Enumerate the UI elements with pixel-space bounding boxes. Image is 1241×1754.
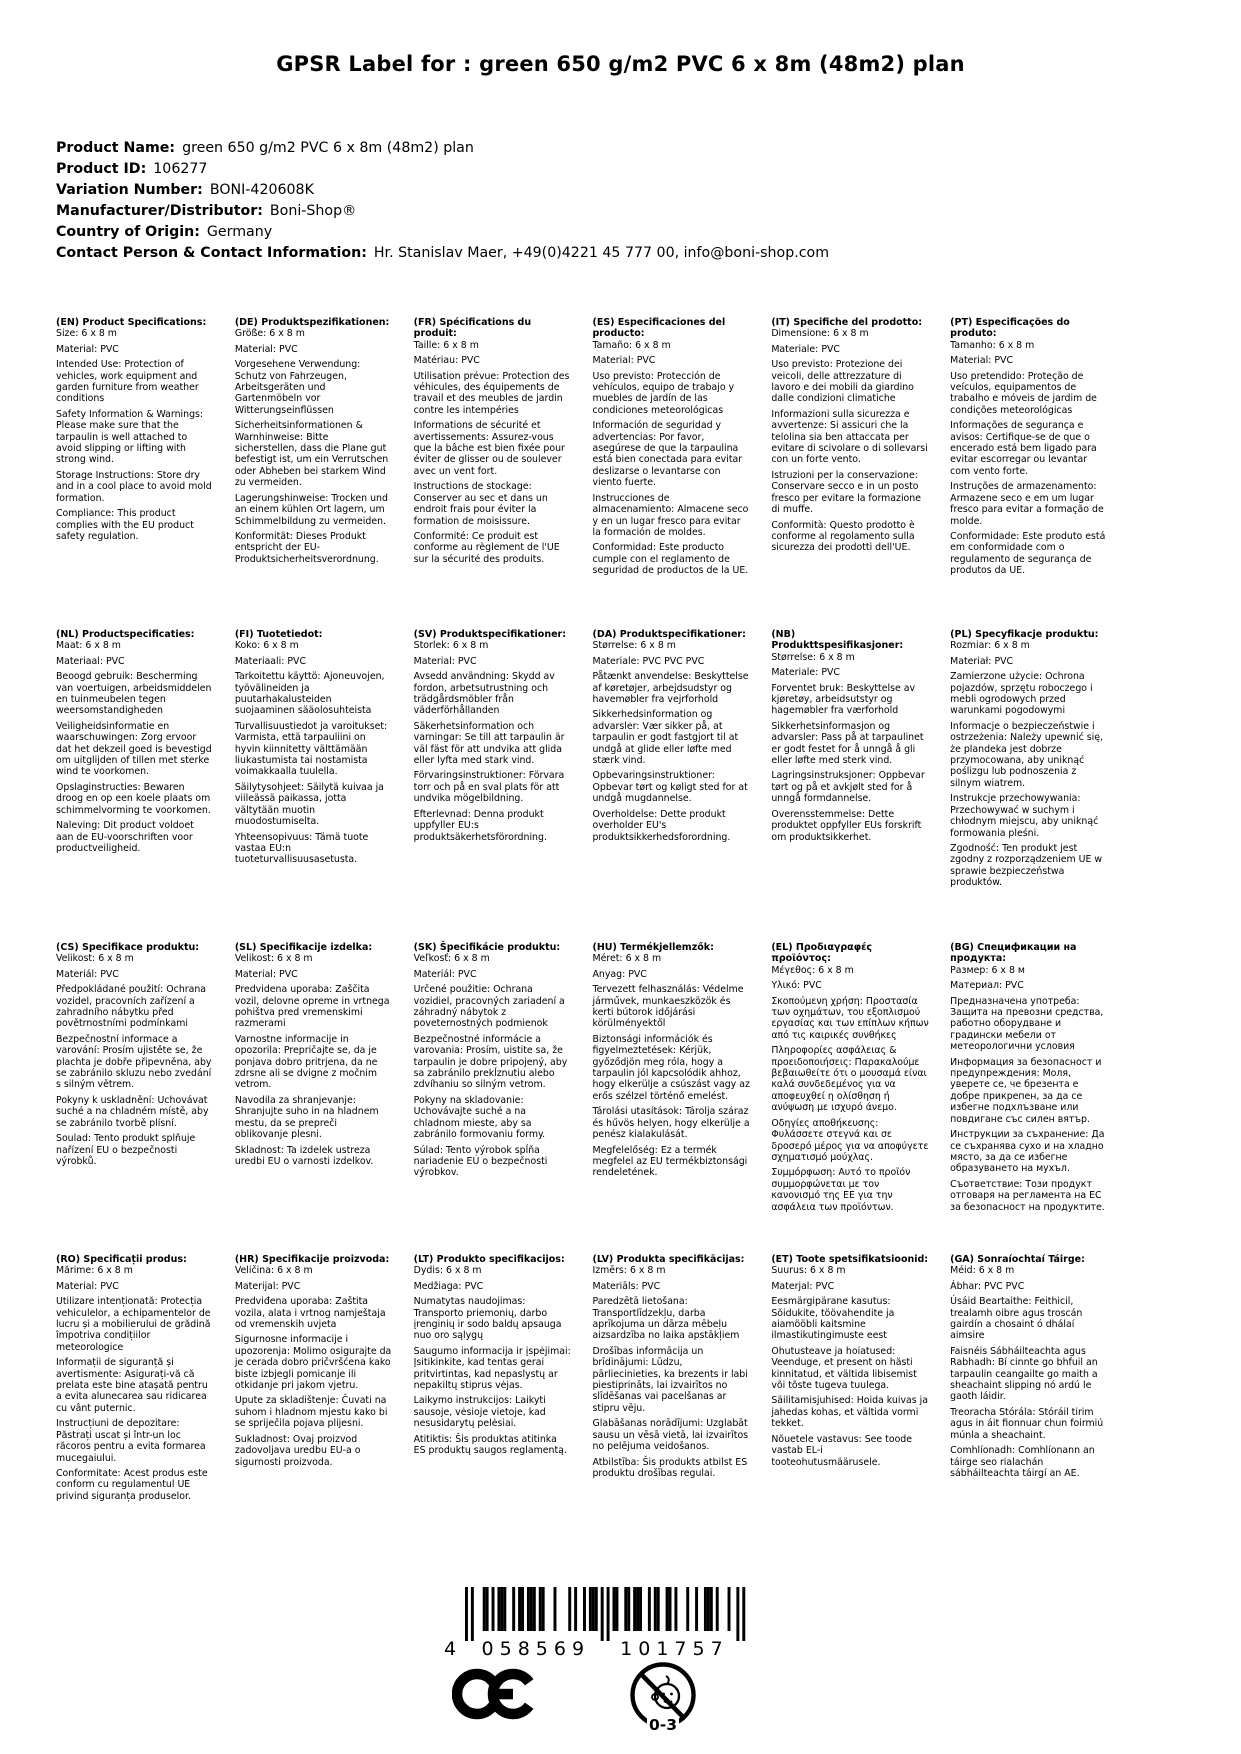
spec-block-body: [771, 965, 929, 1213]
spec-block-body: [414, 340, 572, 565]
spec-paragraph: Conformitate: Acest produs este conform cu regulamentul UE privind siguranța produselor.: [56, 1467, 208, 1502]
manufacturer-row: [56, 201, 829, 222]
spec-paragraph: Lagerungshinweise: Trocken und an einem kühlen Ort lagern, um Schimmelbildung zu vermeiden.: [234, 492, 388, 527]
spec-paragraph: Информация за безопасност и предупреждения: Моля, уверете се, че брезента е добре прикрепен, за да се избегне подхлъзване или повдигане със силен вятър.: [950, 1056, 1102, 1125]
spec-paragraph: Safety Information & Warnings: Please make sure that the tarpaulin is well attached to avoid slipping or lifting with strong wind.: [56, 408, 204, 466]
spec-paragraph: Istruzioni per la conservazione: Conservare secco e in un posto fresco per evitare la formazione di muffe.: [771, 469, 921, 516]
spec-block-body: [56, 640, 214, 854]
spec-paragraph: Съответствие: Този продукт отговаря на регламента на ЕС за безопасност на продуктите.: [950, 1178, 1105, 1213]
spec-paragraph: Størrelse: 6 x 8 m: [771, 651, 855, 663]
spec-paragraph: Rozmiar: 6 x 8 m: [950, 640, 1030, 652]
spec-block-body: [414, 640, 572, 843]
spec-paragraph: Informacje o bezpieczeństwie i ostrzeżenia: Należy upewnić się, że plandeka jest dobrze przymocowana, aby uniknąć poślizgu lub podnoszenia z silnym wiatrem.: [950, 720, 1103, 789]
spec-block-sk: [414, 942, 572, 1254]
spec-block-title: (GA) Sonraíochtaí Táirge:: [950, 1254, 1085, 1265]
spec-paragraph: Nõuetele vastavus: See toode vastab EL-i tooteohutusmäärusele.: [771, 1433, 913, 1468]
spec-paragraph: Materiāls: PVC: [592, 1280, 661, 1292]
spec-block-nb: [771, 629, 929, 942]
spec-block-sv: [414, 629, 572, 942]
spec-block-da: [592, 629, 750, 942]
language-specs-grid: [56, 317, 1108, 1502]
spec-block-body: [235, 640, 393, 865]
spec-paragraph: Eesmärgipärane kasutus: Sõidukite, töövahendite ja aiamööbli kaitsmine ilmastikutingimuste eest: [771, 1296, 895, 1342]
spec-block-title: (LT) Produkto specifikacijos:: [413, 1254, 565, 1265]
spec-paragraph: Méid: 6 x 8 m: [950, 1265, 1015, 1277]
spec-paragraph: Overholdelse: Dette produkt overholder EU's produktsikkerhedsforordning.: [592, 808, 731, 843]
spec-paragraph: Súlad: Tento výrobok spĺňa nariadenie EÚ o bezpečnosti výrobkov.: [413, 1144, 548, 1179]
spec-paragraph: Tervezett felhasználás: Védelme járművek, munkaeszközök és kerti bútorok időjárási körülményektől: [592, 984, 744, 1030]
spec-block-fr: [414, 317, 572, 629]
spec-paragraph: Upute za skladištenje: Čuvati na suhom i hladnom mjestu kako bi se spriječila pojava plijesni.: [234, 1395, 388, 1430]
spec-block-body: [414, 953, 572, 1178]
spec-paragraph: Forventet bruk: Beskyttelse av kjøretøy, arbeidsutstyr og hagemøbler fra værforhold: [771, 682, 916, 717]
spec-paragraph: Veľkosť: 6 x 8 m: [413, 953, 490, 965]
spec-block-title: (BG) Спецификации на продукта:: [950, 942, 1077, 965]
spec-block-body: [56, 953, 214, 1167]
spec-block-title: (ES) Especificaciones del producto:: [592, 317, 726, 340]
spec-block-es: [592, 317, 750, 629]
spec-paragraph: Conformidade: Este produto está em conformidade com o regulamento de segurança de produtos da UE.: [950, 530, 1106, 577]
spec-block-body: [950, 965, 1108, 1213]
spec-block-bg: [950, 942, 1108, 1254]
spec-block-ro: [56, 1254, 214, 1502]
spec-paragraph: Pokyny k uskladnění: Uchovávat suché a na chladném místě, aby se zabránilo tvorbě plísní.: [56, 1094, 209, 1129]
page-title: GPSR Label for : green 650 g/m2 PVC 6 x 8m (48m2) plan: [276, 52, 965, 76]
spec-paragraph: Material: PVC: [56, 1280, 119, 1292]
spec-paragraph: Atbilstība: Šis produkts atbilst ES produktu drošības regulai.: [592, 1456, 748, 1479]
spec-block-title: (SK) Špecifikácie produktu:: [413, 942, 561, 953]
spec-paragraph: Izmērs: 6 x 8 m: [592, 1265, 666, 1277]
svg-text:058569: 058569: [481, 1638, 591, 1660]
spec-paragraph: Veiligheidsinformatie en waarschuwingen: Zorg ervoor dat het dekzeil goed is bevestigd om uitglijden of tillen met sterke wind te voorkomen.: [56, 720, 212, 778]
spec-paragraph: Οδηγίες αποθήκευσης: Φυλάσσετε στεγνά και σε δροσερό μέρος για να αποφύγετε σχηματισμό μούχλας.: [771, 1117, 929, 1163]
spec-paragraph: Utilisation prévue: Protection des véhicules, des équipements de travail et des meubles de jardin contre les intempéries: [413, 370, 570, 416]
spec-paragraph: Инструкции за съхранение: Да се съхранява сухо и на хладно място, за да се избегне образуването на мухъл.: [950, 1129, 1105, 1175]
spec-paragraph: Información de seguridad y advertencias: Por favor, asegúrese de que la tarpaulina está bien conectada para evitar deslizarse o levantarse con viento fuerte.: [592, 420, 743, 489]
spec-block-de: [235, 317, 393, 629]
contact-value: Hr. Stanislav Maer, +49(0)4221 45 777 00, info@boni-shop.com: [373, 245, 830, 261]
spec-paragraph: Opslaginstructies: Bewaren droog en op een koele plaats om schimmelvorming te voorkomen.: [56, 781, 211, 816]
spec-paragraph: Tarkoitettu käyttö: Ajoneuvojen, työvälineiden ja puutarhakalusteiden suojaaminen sääolosuhteista: [234, 671, 385, 717]
spec-block-body: [235, 953, 393, 1167]
spec-block-title: (ET) Toote spetsifikatsioonid:: [771, 1254, 929, 1265]
spec-paragraph: Säkerhetsinformation och varningar: Se till att tarpaulin är väl fäst för att undvika att glida eller lyfta med stark vind.: [413, 720, 565, 767]
product-info-section: [56, 138, 829, 264]
spec-paragraph: Utilizare intenționată: Protecția vehiculelor, a echipamentelor de lucru și a mobilierului de grădină împotriva condițiilor meteorologice: [56, 1296, 211, 1353]
spec-paragraph: Saugumo informacija ir įspėjimai: Įsitikinkite, kad tentas gerai pritvirtintas, kad nepaslystų ar nepakiltų stiprus vėjas.: [413, 1345, 571, 1392]
spec-paragraph: Materiaali: PVC: [234, 655, 307, 667]
spec-paragraph: Πληροφορίες ασφάλειας & προειδοποιήσεις: Παρακαλούμε βεβαιωθείτε ότι ο μουσαμά είναι καλά συνδεδεμένος για να αποφευχθεί η ολίσθηση ή ανύψωση με ισχυρό άνεμο.: [771, 1045, 927, 1114]
spec-paragraph: Material: PVC: [234, 343, 298, 355]
spec-block-body: [592, 1265, 750, 1479]
spec-paragraph: Storlek: 6 x 8 m: [413, 640, 489, 652]
spec-paragraph: Intended Use: Protection of vehicles, work equipment and garden furniture from weather conditions: [56, 359, 199, 405]
spec-block-pt: [950, 317, 1108, 629]
spec-block-fi: [235, 629, 393, 942]
product-name-row: [56, 138, 829, 159]
spec-paragraph: Conformità: Questo prodotto è conforme al regolamento sulla sicurezza dei prodotti dell'UE.: [771, 519, 915, 554]
spec-paragraph: Velikost: 6 x 8 m: [56, 953, 134, 965]
spec-block-lt: [414, 1254, 572, 1502]
spec-block-body: [771, 328, 929, 553]
spec-paragraph: Size: 6 x 8 m: [56, 328, 117, 340]
spec-paragraph: Material: PVC: [592, 355, 656, 367]
spec-paragraph: Uso previsto: Protezione dei veicoli, delle attrezzature di lavoro e dei mobili da giardino dalle condizioni climatiche: [771, 359, 914, 405]
spec-block-hr: [235, 1254, 393, 1502]
spec-block-body: [414, 1265, 572, 1456]
spec-paragraph: Größe: 6 x 8 m: [234, 328, 305, 340]
spec-paragraph: Instructions de stockage: Conserver au sec et dans un endroit frais pour éviter la formation de moisissure.: [413, 481, 548, 527]
spec-paragraph: Medžiaga: PVC: [413, 1280, 484, 1292]
spec-paragraph: Materiale: PVC PVC PVC: [592, 655, 705, 667]
spec-paragraph: Bezpečnostní informace a varování: Prosím ujistěte se, že plachta je dobře připevněna, aby se zabránilo skluzu nebo zvedání s silným větrem.: [56, 1033, 212, 1091]
spec-paragraph: Informations de sécurité et avertissements: Assurez-vous que la bâche est bien fixée pour éviter de glisser ou de soulever avec un vent fort.: [413, 420, 565, 477]
spec-paragraph: Predviđena uporaba: Zaštita vozila, alata i vrtnog namještaja od vremenskih uvjeta: [234, 1296, 386, 1331]
spec-paragraph: Efterlevnad: Denna produkt uppfyller EU:s produktsäkerhetsförordning.: [413, 808, 547, 843]
spec-paragraph: Laikymo instrukcijos: Laikyti sausoje, vėsioje vietoje, kad nesusidarytų pelėsiai.: [413, 1395, 546, 1430]
spec-block-ga: [950, 1254, 1108, 1502]
spec-block-title: (HR) Specifikacije proizvoda:: [234, 1254, 390, 1265]
spec-block-en: [56, 317, 214, 629]
spec-paragraph: Beoogd gebruik: Bescherming van voertuigen, arbeidsmiddelen en tuinmeubelen tegen weersomstandigheden: [56, 671, 212, 717]
spec-paragraph: Material: PVC: [56, 343, 119, 355]
spec-paragraph: Megfelelőség: Ez a termék megfelel az EU termékbiztonsági rendeletének.: [592, 1144, 748, 1179]
spec-paragraph: Sukladnost: Ovaj proizvod zadovoljava uredbu EU-a o sigurnosti proizvoda.: [234, 1433, 361, 1468]
spec-paragraph: Säilitamisjuhised: Hoida kuivas ja jahedas kohas, et vältida vormi tekket.: [771, 1395, 928, 1430]
spec-paragraph: Soulad: Tento produkt splňuje nařízení EU o bezpečnosti výrobků.: [56, 1133, 196, 1167]
spec-paragraph: Bezpečnostné informácie a varovania: Prosím, uistite sa, že tarpaulin je dobre pripojený, aby sa zabránilo prekĺznutiu alebo zdvíhaniu so silným vetrom.: [413, 1033, 568, 1091]
spec-paragraph: Taille: 6 x 8 m: [413, 339, 479, 351]
age-warning-0-3-icon: [626, 1653, 700, 1751]
manufacturer-value: Boni-Shop®: [269, 203, 357, 219]
spec-paragraph: Instrucțiuni de depozitare: Păstrați uscat și într-un loc răcoros pentru a evita formarea mucegaiului.: [56, 1418, 206, 1464]
product-name-value: green 650 g/m2 PVC 6 x 8m (48m2) plan: [182, 140, 474, 156]
spec-paragraph: Opbevaringsinstruktioner: Opbevar tørt og køligt sted for at undgå mugdannelse.: [592, 770, 748, 805]
spec-block-body: [771, 652, 929, 843]
spec-block-title: (LV) Produkta specifikācijas:: [592, 1254, 745, 1265]
spec-paragraph: Skladnost: Ta izdelek ustreza uredbi EU o varnosti izdelkov.: [234, 1144, 374, 1167]
spec-paragraph: Material: PVC: [950, 355, 1013, 367]
spec-paragraph: Conformité: Ce produit est conforme au règlement de l'UE sur la sécurité des produits.: [413, 530, 560, 565]
spec-paragraph: Materiál: PVC: [413, 968, 477, 980]
spec-paragraph: Uso pretendido: Proteção de veículos, equipamentos de trabalho e móveis de jardim de condições meteorológicas: [950, 370, 1097, 416]
variation-number-row: [56, 180, 829, 201]
spec-paragraph: Dimensione: 6 x 8 m: [771, 328, 869, 340]
spec-block-body: [56, 328, 214, 542]
spec-paragraph: Tamanho: 6 x 8 m: [950, 339, 1035, 351]
product-name-label: Product Name:: [56, 140, 176, 156]
spec-paragraph: Conformidad: Este producto cumple con el reglamento de seguridad de productos de la UE.: [592, 542, 749, 577]
spec-paragraph: Glabāšanas norādījumi: Uzglabāt sausu un vēsā vietā, lai izvairītos no pelējuma veidošanos.: [592, 1418, 749, 1453]
spec-paragraph: Sikkerhedsinformation og advarsler: Vær sikker på, at tarpaulin er godt fastgjort til at undgå at glide eller løfte med stærk vind.: [592, 709, 739, 767]
country-of-origin-value: Germany: [206, 224, 273, 240]
spec-block-sl: [235, 942, 393, 1254]
spec-paragraph: Lagringsinstruksjoner: Oppbevar tørt og på et avkjølt sted for å unngå formdannelse.: [771, 770, 925, 805]
contact-label: Contact Person & Contact Information:: [56, 245, 367, 261]
spec-paragraph: Mărime: 6 x 8 m: [56, 1265, 133, 1277]
spec-block-title: (PL) Specyfikacje produktu:: [950, 629, 1099, 640]
spec-block-hu: [592, 942, 750, 1254]
spec-block-title: (DE) Produktspezifikationen:: [234, 317, 390, 328]
spec-block-title: (EN) Product Specifications:: [56, 317, 207, 328]
spec-paragraph: Instruções de armazenamento: Armazene seco e em um lugar fresco para evitar a formação de molde.: [950, 481, 1104, 527]
contact-row: [56, 243, 829, 264]
spec-paragraph: Předpokládané použití: Ochrana vozidel, pracovních zařízení a zahradního nábytku před povětrnostními podmínkami: [56, 984, 207, 1030]
spec-paragraph: Velikost: 6 x 8 m: [234, 953, 313, 965]
spec-block-body: [235, 1265, 393, 1468]
spec-paragraph: Vorgesehene Verwendung: Schutz von Fahrzeugen, Arbeitsgeräten und Gartenmöbeln vor Witterungseinflüssen: [234, 359, 361, 416]
spec-paragraph: Tárolási utasítások: Tárolja száraz és hűvös helyen, hogy elkerülje a penész kialakulását.: [592, 1106, 750, 1141]
spec-paragraph: Sicherheitsinformationen & Warnhinweise: Bitte sicherstellen, dass die Plane gut befestigt ist, um ein Verrutschen oder Abheben bei starkem Wind zu vermeiden.: [234, 420, 389, 489]
spec-paragraph: Instrucciones de almacenamiento: Almacene seco y en un lugar fresco para evitar la formación de moldes.: [592, 492, 749, 538]
spec-paragraph: Veličina: 6 x 8 m: [234, 1265, 313, 1277]
country-of-origin-label: Country of Origin:: [56, 224, 200, 240]
spec-paragraph: Størrelse: 6 x 8 m: [592, 640, 676, 652]
spec-block-title: (EL) Προδιαγραφές προϊόντος:: [771, 942, 873, 965]
spec-paragraph: Materiál: PVC: [56, 968, 119, 980]
product-id-value: 106277: [153, 161, 208, 177]
spec-paragraph: Uso previsto: Protección de vehículos, equipo de trabajo y muebles de jardín de las condiciones meteorológicas: [592, 370, 735, 416]
spec-paragraph: Размер: 6 x 8 м: [950, 964, 1025, 976]
spec-paragraph: Matériau: PVC: [413, 355, 480, 367]
spec-paragraph: Материал: PVC: [950, 980, 1024, 992]
spec-block-title: (FR) Spécifications du produit:: [413, 317, 532, 340]
spec-paragraph: Konformität: Dieses Produkt entspricht der EU-Produktsicherheitsverordnung.: [234, 530, 379, 565]
spec-paragraph: Anyag: PVC: [592, 968, 647, 980]
spec-block-et: [771, 1254, 929, 1502]
spec-block-title: (NB) Produkttspesifikasjoner:: [771, 629, 904, 652]
spec-paragraph: Υλικό: PVC: [771, 980, 822, 992]
spec-paragraph: Pokyny na skladovanie: Uchovávajte suché a na chladnom mieste, aby sa zabránilo formovaniu formy.: [413, 1094, 546, 1141]
spec-paragraph: Material: PVC: [413, 655, 477, 667]
spec-paragraph: Sikkerhetsinformasjon og advarsler: Pass på at tarpaulinet er godt festet for å unngå å gli eller løfte med sterk vind.: [771, 720, 924, 767]
spec-block-title: (NL) Productspecificaties:: [56, 629, 195, 640]
spec-paragraph: Avsedd användning: Skydd av fordon, arbetsutrustning och trädgårdsmöbler från väderförhållanden: [413, 671, 555, 717]
spec-paragraph: Sigurnosne informacije i upozorenja: Molimo osigurajte da je cerada dobro pričvršćena kako biste izbjegli pomicanje ili otkidanje pri jakom vjetru.: [234, 1334, 392, 1392]
spec-block-body: [592, 340, 750, 577]
spec-block-el: [771, 942, 929, 1254]
spec-paragraph: Μέγεθος: 6 x 8 m: [771, 964, 854, 976]
spec-paragraph: Overensstemmelse: Dette produktet oppfyller EUs forskrift om produktsikkerhet.: [771, 808, 922, 843]
spec-paragraph: Úsáid Beartaithe: Feithicil, trealamh oibre agus troscán gairdín a chosaint ó dhálaí aimsire: [950, 1296, 1083, 1342]
spec-block-title: (CS) Specifikace produktu:: [56, 942, 200, 953]
product-id-row: [56, 159, 829, 180]
spec-paragraph: Yhteensopivuus: Tämä tuote vastaa EU:n tuoteturvallisuusasetusta.: [234, 831, 369, 866]
spec-block-title: (SV) Produktspecifikationer:: [413, 629, 567, 640]
spec-block-title: (SL) Specifikacije izdelka:: [234, 942, 373, 953]
spec-paragraph: Comhlíonadh: Comhlíonann an táirge seo rialachán sábháilteachta táirgí an AE.: [950, 1445, 1095, 1479]
spec-block-title: (RO) Specificații produs:: [56, 1254, 187, 1265]
spec-paragraph: Σκοπούμενη χρήση: Προστασία των οχημάτων, του εξοπλισμού εργασίας και των επίπλων κήπων από τις καιρικές συνθήκες: [771, 995, 929, 1041]
variation-number-value: BONI-420608K: [209, 182, 314, 198]
ean13-barcode: [440, 1587, 760, 1665]
country-of-origin-row: [56, 222, 829, 243]
baby-hair-curl: [666, 1676, 669, 1684]
spec-paragraph: Naleving: Dit product voldoet aan de EU-voorschriften voor productveiligheid.: [56, 820, 194, 854]
spec-paragraph: Ohutusteave ja hoiatused: Veenduge, et present on hästi kinnitatud, et vältida libisemist või tõste tugeva tuulega.: [771, 1345, 917, 1392]
spec-paragraph: Koko: 6 x 8 m: [234, 640, 299, 652]
spec-paragraph: Säilytysohjeet: Säilytä kuivaa ja viileässä paikassa, jotta vältytään muotin muodostumiselta.: [234, 781, 384, 828]
spec-paragraph: Zgodność: Ten produkt jest zgodny z rozporządzeniem UE w sprawie bezpieczeństwa produktów.: [950, 842, 1103, 889]
spec-block-body: [950, 1265, 1108, 1479]
svg-text:4: 4: [443, 1638, 457, 1660]
spec-block-it: [771, 317, 929, 629]
spec-paragraph: Informações de segurança e avisos: Certifique-se de que o encerado está bem ligado para evitar escorregar ou levantar com vento forte.: [950, 420, 1097, 477]
spec-paragraph: Predvidena uporaba: Zaščita vozil, delovne opreme in vrtnega pohištva pred vremenskimi razmerami: [234, 984, 390, 1030]
spec-paragraph: Navodila za shranjevanje: Shranjujte suho in na hladnem mestu, da se prepreči oblikovanje plesni.: [234, 1094, 379, 1141]
product-id-label: Product ID:: [56, 161, 147, 177]
spec-block-title: (DA) Produktspecifikationer:: [592, 629, 746, 640]
spec-paragraph: Materiale: PVC: [771, 343, 840, 355]
spec-paragraph: Påtænkt anvendelse: Beskyttelse af køretøjer, arbejdsudstyr og havemøbler fra vejrforhold: [592, 671, 749, 706]
spec-paragraph: Tamaño: 6 x 8 m: [592, 339, 671, 351]
spec-paragraph: Instrukcje przechowywania: Przechowywać w suchym i chłodnym miejscu, aby uniknąć formowania pleśni.: [950, 793, 1099, 839]
spec-paragraph: Treoracha Stórála: Stóráil tirim agus in áit fionnuar chun foirmiú múnla a sheachaint.: [950, 1406, 1104, 1441]
spec-block-body: [592, 640, 750, 843]
spec-block-title: (HU) Termékjellemzők:: [592, 942, 714, 953]
spec-paragraph: Ábhar: PVC PVC: [950, 1280, 1025, 1292]
spec-paragraph: Atitiktis: Šis produktas atitinka ES produktų saugos reglamentą.: [413, 1433, 567, 1457]
spec-paragraph: Varnostne informacije in opozorila: Prepričajte se, da je ponjava dobro pritrjena, da ne zdrsne ali se dvigne z močnim vetrom.: [234, 1033, 378, 1091]
spec-paragraph: Förvaringsinstruktioner: Förvara torr och på en sval plats för att undvika mögelbildning.: [413, 770, 565, 805]
spec-paragraph: Zamierzone użycie: Ochrona pojazdów, sprzętu roboczego i mebli ogrodowych przed warunkami pogodowymi: [950, 671, 1093, 717]
spec-block-pl: [950, 629, 1108, 942]
spec-paragraph: Compliance: This product complies with the EU product safety regulation.: [56, 508, 194, 542]
manufacturer-label: Manufacturer/Distributor:: [56, 203, 263, 219]
spec-paragraph: Biztonsági információk és figyelmeztetések: Kérjük, győződjön meg róla, hogy a tarpaulin jól kapcsolódik ahhoz, hogy elkerülje a csúszást vagy az erős szélzel történő emelést.: [592, 1033, 750, 1102]
spec-block-body: [56, 1265, 214, 1502]
ce-mark-icon: [452, 1664, 540, 1724]
spec-paragraph: Materiale: PVC: [771, 667, 840, 679]
spec-paragraph: Turvallisuustiedot ja varoitukset: Varmista, että tarpauliini on hyvin kiinnitetty välttämään liukastumista tai nostamista voimakkaalla tuulella.: [234, 720, 388, 778]
spec-paragraph: Paredzētā lietošana: Transportlīdzekļu, darba aprīkojuma un dārza mēbeļu aizsardzība no laika apstākļiem: [592, 1296, 740, 1342]
spec-paragraph: Storage Instructions: Store dry and in a cool place to avoid mold formation.: [56, 469, 212, 504]
spec-paragraph: Συμμόρφωση: Αυτό το προϊόν συμμορφώνεται με τον κανονισμό της ΕΕ για την ασφάλεια των προϊόντων.: [771, 1167, 911, 1213]
spec-paragraph: Dydis: 6 x 8 m: [413, 1265, 482, 1277]
spec-paragraph: Suurus: 6 x 8 m: [771, 1265, 846, 1277]
spec-paragraph: Materijal: PVC: [234, 1280, 301, 1292]
spec-paragraph: Materiaal: PVC: [56, 655, 125, 667]
spec-block-lv: [592, 1254, 750, 1502]
spec-block-nl: [56, 629, 214, 942]
spec-paragraph: Faisnéis Sábháilteachta agus Rabhadh: Bí cinnte go bhfuil an tarpaulin ceangailte go maith a sheachaint slipping nó ardú le gaoth láidir.: [950, 1345, 1098, 1403]
svg-text:101757: 101757: [620, 1638, 729, 1660]
variation-number-label: Variation Number:: [56, 182, 203, 198]
spec-paragraph: Informazioni sulla sicurezza e avvertenze: Si assicuri che la telolina sia ben attaccata per evitare di scivolare o di sollevarsi con un forte vento.: [771, 408, 928, 466]
spec-paragraph: Material: PVC: [234, 968, 298, 980]
spec-block-cs: [56, 942, 214, 1254]
spec-block-body: [950, 640, 1108, 888]
spec-paragraph: Предназначена употреба: Защита на превозни средства, работно оборудване и градински мебели от метеорологични условия: [950, 995, 1104, 1053]
spec-block-body: [235, 328, 393, 565]
spec-block-title: (IT) Specifiche del prodotto:: [771, 317, 923, 328]
spec-paragraph: Materjal: PVC: [771, 1280, 835, 1292]
spec-block-title: (FI) Tuotetiedot:: [234, 629, 323, 640]
spec-block-body: [950, 340, 1108, 577]
age-warning-label: 0-3: [648, 1716, 678, 1734]
spec-block-body: [592, 953, 750, 1178]
spec-paragraph: Materiał: PVC: [950, 655, 1014, 667]
spec-block-title: (PT) Especificações do produto:: [950, 317, 1070, 340]
spec-paragraph: Drošības informācija un brīdinājumi: Lūdzu, pārliecinieties, ka brezents ir labi piestiprināts, lai izvairītos no slīdēšanas vai pacelšanas ar stipru vēju.: [592, 1345, 748, 1414]
spec-paragraph: Určené použitie: Ochrana vozidiel, pracovných zariadení a záhradný nábytok z poveternostných podmienok: [413, 984, 565, 1030]
spec-block-body: [771, 1265, 929, 1468]
spec-paragraph: Méret: 6 x 8 m: [592, 953, 662, 965]
spec-paragraph: Numatytas naudojimas: Transporto priemonių, darbo įrenginių ir sodo baldų apsauga nuo oro sąlygų: [413, 1296, 562, 1342]
spec-paragraph: Maat: 6 x 8 m: [56, 640, 121, 652]
spec-paragraph: Informații de siguranță și avertismente: Asigurați-vă că prelata este bine atașată pentru a evita alunecarea sau ridicarea cu vânt puternic.: [56, 1357, 208, 1414]
